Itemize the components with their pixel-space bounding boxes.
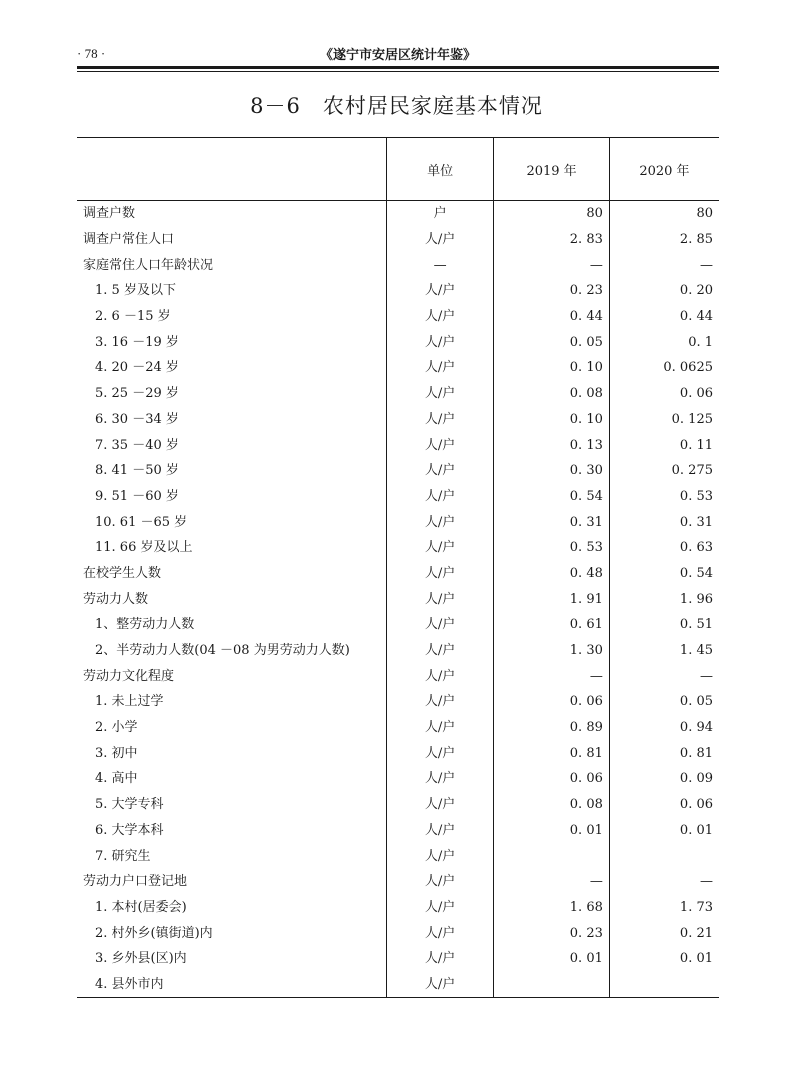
row-unit: 人/户 <box>386 381 493 407</box>
row-value-2020 <box>609 843 719 869</box>
row-value-2019: 1. 30 <box>494 638 610 664</box>
row-unit: 人/户 <box>386 972 493 998</box>
row-value-2019: 0. 01 <box>494 818 610 844</box>
row-label: 劳动力户口登记地 <box>83 874 188 890</box>
row-value-2020: 1. 96 <box>609 586 719 612</box>
row-value-2020: 0. 21 <box>609 920 719 946</box>
row-value-2020: — <box>609 252 719 278</box>
row-value-2019: 0. 06 <box>494 766 610 792</box>
table-row <box>77 278 719 304</box>
row-value-2019 <box>494 972 610 998</box>
row-unit: — <box>386 252 493 278</box>
row-value-2019: 0. 30 <box>494 458 610 484</box>
row-label: 4. 高中 <box>95 771 138 787</box>
row-label: 4. 20 －24 岁 <box>95 360 179 376</box>
row-value-2020: 0. 1 <box>609 329 719 355</box>
row-value-2020: 0. 06 <box>609 792 719 818</box>
row-value-2020: 0. 63 <box>609 535 719 561</box>
header-rule-thick <box>77 66 719 69</box>
row-value-2019: 0. 53 <box>494 535 610 561</box>
table-row <box>77 920 719 946</box>
row-value-2020: 0. 20 <box>609 278 719 304</box>
row-unit: 人/户 <box>386 818 493 844</box>
row-label: 9. 51 －60 岁 <box>95 488 179 504</box>
header-rule-thin <box>77 71 719 72</box>
row-label: 5. 25 －29 岁 <box>95 386 179 402</box>
table-body <box>77 201 719 998</box>
row-value-2019 <box>494 843 610 869</box>
row-unit: 人/户 <box>386 407 493 433</box>
row-label: 1、整劳动力人数 <box>95 617 195 633</box>
row-value-2019: 0. 08 <box>494 792 610 818</box>
table-row <box>77 766 719 792</box>
row-value-2019: — <box>494 663 610 689</box>
row-value-2020: 0. 11 <box>609 432 719 458</box>
row-unit: 人/户 <box>386 227 493 253</box>
row-unit: 人/户 <box>386 689 493 715</box>
table-row <box>77 201 719 227</box>
row-value-2019: 2. 83 <box>494 227 610 253</box>
row-value-2019: 0. 81 <box>494 740 610 766</box>
row-label: 7. 研究生 <box>95 848 151 864</box>
row-unit: 人/户 <box>386 740 493 766</box>
table-row <box>77 638 719 664</box>
row-unit: 人/户 <box>386 355 493 381</box>
row-value-2020: 0. 51 <box>609 612 719 638</box>
table-row <box>77 586 719 612</box>
row-value-2020: 0. 01 <box>609 818 719 844</box>
row-label: 1. 5 岁及以下 <box>95 283 176 299</box>
row-value-2020: 1. 73 <box>609 895 719 921</box>
table-row <box>77 509 719 535</box>
row-unit: 人/户 <box>386 612 493 638</box>
row-label: 1. 本村(居委会) <box>95 899 187 915</box>
row-unit: 人/户 <box>386 946 493 972</box>
table-row <box>77 843 719 869</box>
row-label: 调查户数 <box>83 206 136 222</box>
row-label: 6. 大学本科 <box>95 822 164 838</box>
table-row <box>77 407 719 433</box>
table-row <box>77 381 719 407</box>
table-row <box>77 561 719 587</box>
row-value-2020: 0. 53 <box>609 484 719 510</box>
table-title: 8－6 农村居民家庭基本情况 <box>250 94 543 118</box>
row-value-2020: 0. 31 <box>609 509 719 535</box>
row-label: 在校学生人数 <box>83 565 162 581</box>
row-value-2019: 0. 08 <box>494 381 610 407</box>
row-label: 8. 41 －50 岁 <box>95 463 179 479</box>
running-header <box>77 44 719 64</box>
row-value-2019: 0. 54 <box>494 484 610 510</box>
row-value-2019: 0. 23 <box>494 920 610 946</box>
row-unit: 人/户 <box>386 561 493 587</box>
row-value-2020: 0. 0625 <box>609 355 719 381</box>
row-unit: 户 <box>386 201 493 227</box>
row-value-2020: 0. 01 <box>609 946 719 972</box>
row-value-2019: 0. 61 <box>494 612 610 638</box>
table-row <box>77 329 719 355</box>
row-value-2019: 1. 91 <box>494 586 610 612</box>
table-row <box>77 946 719 972</box>
row-label: 家庭常住人口年龄状况 <box>83 257 214 273</box>
row-label: 1. 未上过学 <box>95 694 164 710</box>
row-value-2020: 1. 45 <box>609 638 719 664</box>
row-value-2019: 0. 10 <box>494 355 610 381</box>
row-label: 劳动力人数 <box>83 591 149 607</box>
row-value-2020: 0. 44 <box>609 304 719 330</box>
row-value-2020 <box>609 972 719 998</box>
table-header-row <box>77 138 719 201</box>
row-unit: 人/户 <box>386 329 493 355</box>
column-header-unit: 单位 <box>386 138 493 201</box>
table-row <box>77 227 719 253</box>
row-unit: 人/户 <box>386 843 493 869</box>
column-header-2020: 2020 年 <box>609 138 719 201</box>
row-unit: 人/户 <box>386 509 493 535</box>
table-row <box>77 869 719 895</box>
row-value-2019: 0. 10 <box>494 407 610 433</box>
column-header-item <box>77 138 386 201</box>
row-unit: 人/户 <box>386 792 493 818</box>
table-row <box>77 663 719 689</box>
row-label: 7. 35 －40 岁 <box>95 437 179 453</box>
row-unit: 人/户 <box>386 278 493 304</box>
row-value-2019: 1. 68 <box>494 895 610 921</box>
table-row <box>77 355 719 381</box>
row-unit: 人/户 <box>386 766 493 792</box>
column-header-2019: 2019 年 <box>494 138 610 201</box>
row-value-2019: 0. 13 <box>494 432 610 458</box>
page-number: · 78 · <box>77 46 106 61</box>
table-row <box>77 612 719 638</box>
row-label: 6. 30 －34 岁 <box>95 411 179 427</box>
row-value-2020: 0. 81 <box>609 740 719 766</box>
row-value-2020: 0. 94 <box>609 715 719 741</box>
row-value-2019: 0. 06 <box>494 689 610 715</box>
row-value-2020: 0. 275 <box>609 458 719 484</box>
row-label: 2. 小学 <box>95 720 138 736</box>
row-value-2020: 0. 09 <box>609 766 719 792</box>
row-value-2019: 0. 05 <box>494 329 610 355</box>
row-label: 调查户常住人口 <box>83 232 175 248</box>
row-value-2019: 0. 44 <box>494 304 610 330</box>
row-unit: 人/户 <box>386 304 493 330</box>
table-row <box>77 715 719 741</box>
table-row <box>77 432 719 458</box>
row-label: 3. 乡外县(区)内 <box>95 951 187 967</box>
row-unit: 人/户 <box>386 535 493 561</box>
row-value-2020: 0. 05 <box>609 689 719 715</box>
table-row <box>77 535 719 561</box>
row-label: 2. 6 －15 岁 <box>95 309 171 325</box>
row-value-2020: — <box>609 663 719 689</box>
row-label: 3. 16 －19 岁 <box>95 334 179 350</box>
row-value-2019: 80 <box>494 201 610 227</box>
row-value-2020: 2. 85 <box>609 227 719 253</box>
row-label: 2. 村外乡(镇街道)内 <box>95 925 213 941</box>
row-label: 劳动力文化程度 <box>83 668 175 684</box>
table-row <box>77 484 719 510</box>
table-row <box>77 792 719 818</box>
row-value-2020: 0. 54 <box>609 561 719 587</box>
table-row <box>77 740 719 766</box>
table-row <box>77 689 719 715</box>
row-unit: 人/户 <box>386 663 493 689</box>
row-unit: 人/户 <box>386 920 493 946</box>
row-unit: 人/户 <box>386 895 493 921</box>
row-value-2020: 0. 06 <box>609 381 719 407</box>
row-value-2019: 0. 48 <box>494 561 610 587</box>
row-value-2019: 0. 23 <box>494 278 610 304</box>
table-row <box>77 458 719 484</box>
row-value-2020: — <box>609 869 719 895</box>
book-title: 《遂宁市安居区统计年鉴》 <box>319 48 476 63</box>
row-label: 3. 初中 <box>95 745 138 761</box>
row-label: 10. 61 －65 岁 <box>95 514 188 530</box>
table-row <box>77 895 719 921</box>
row-value-2020: 0. 125 <box>609 407 719 433</box>
table-row <box>77 252 719 278</box>
row-value-2019: 0. 31 <box>494 509 610 535</box>
row-unit: 人/户 <box>386 458 493 484</box>
row-label: 11. 66 岁及以上 <box>95 540 193 556</box>
row-label: 4. 县外市内 <box>77 972 386 998</box>
table-row <box>77 304 719 330</box>
table-row <box>77 818 719 844</box>
row-value-2020: 80 <box>609 201 719 227</box>
row-value-2019: 0. 01 <box>494 946 610 972</box>
row-unit: 人/户 <box>386 432 493 458</box>
data-table <box>77 137 719 998</box>
row-label: 5. 大学专科 <box>95 797 164 813</box>
row-unit: 人/户 <box>386 586 493 612</box>
row-value-2019: 0. 89 <box>494 715 610 741</box>
table-row <box>77 972 719 998</box>
row-unit: 人/户 <box>386 484 493 510</box>
row-value-2019: — <box>494 869 610 895</box>
row-label: 2、半劳动力人数(04 －08 为男劳动力人数) <box>95 643 350 659</box>
row-unit: 人/户 <box>386 869 493 895</box>
row-unit: 人/户 <box>386 638 493 664</box>
row-unit: 人/户 <box>386 715 493 741</box>
row-value-2019: — <box>494 252 610 278</box>
